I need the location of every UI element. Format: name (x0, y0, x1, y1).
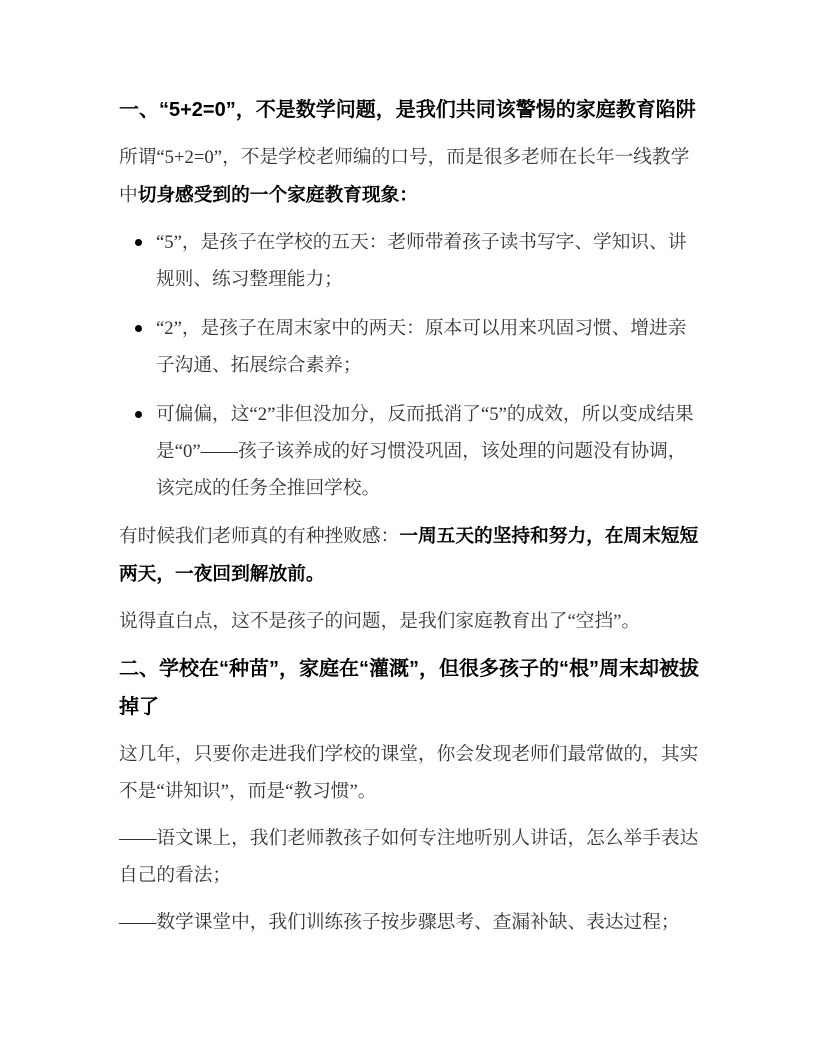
document-content (119, 0, 701, 951)
paragraph-chinese-class: ——语文课上，我们老师教孩子如何专注地听别人讲话，怎么举手表达自己的看法； (119, 828, 699, 886)
paragraph-frustration-normal-run: 有时候我们老师真的有种挫败感： (119, 526, 400, 547)
list-item (119, 396, 701, 507)
section-heading-2: 二、学校在“种苗”，家庭在“灌溉”，但很多孩子的“根”周末却被拔掉了 (119, 658, 699, 718)
paragraph-frustration (119, 517, 701, 593)
bullet-list (119, 224, 701, 507)
paragraph-frustration-bold-run: 一周五天的坚持和努力，在周末短短两天，一夜回到解放前。 (119, 525, 699, 584)
list-item (119, 224, 701, 298)
paragraph-intro-normal-run: 所谓“5+2=0”，不是学校老师编的口号，而是很多老师在长年一线教学中 (119, 147, 690, 206)
section-heading-1: 一、“5+2=0”，不是数学问题，是我们共同该警惕的家庭教育陷阱 (119, 99, 696, 121)
paragraph-math-class: ——数学课堂中，我们训练孩子按步骤思考、查漏补缺、表达过程； (119, 912, 680, 933)
paragraph-intro (119, 139, 701, 214)
paragraph-classroom-observation: 这几年，只要你走进我们学校的课堂，你会发现老师们最常做的，其实不是“讲知识”，而是“教习惯”。 (119, 744, 699, 802)
list-item-text: “5”，是孩子在学校的五天：老师带着孩子读书写字、学知识、讲规则、练习整理能力； (156, 232, 687, 290)
paragraph-blunt-point: 说得直白点，这不是孩子的问题，是我们家庭教育出了“空挡”。 (119, 611, 641, 632)
list-item-text: “2”，是孩子在周末家中的两天：原本可以用来巩固习惯、增进亲子沟通、拓展综合素养； (156, 318, 687, 376)
bullet-icon (135, 325, 142, 332)
bullet-icon (135, 239, 142, 246)
paragraph-intro-bold-run: 切身感受到的一个家庭教育现象： (137, 184, 418, 205)
bullet-icon (135, 411, 142, 418)
list-item-text: 可偏偏，这“2”非但没加分，反而抵消了“5”的成效，所以变成结果是“0”——孩子该养成的好习惯没巩固，该处理的问题没有协调，该完成的任务全推回学校。 (156, 404, 694, 499)
list-item (119, 310, 701, 384)
